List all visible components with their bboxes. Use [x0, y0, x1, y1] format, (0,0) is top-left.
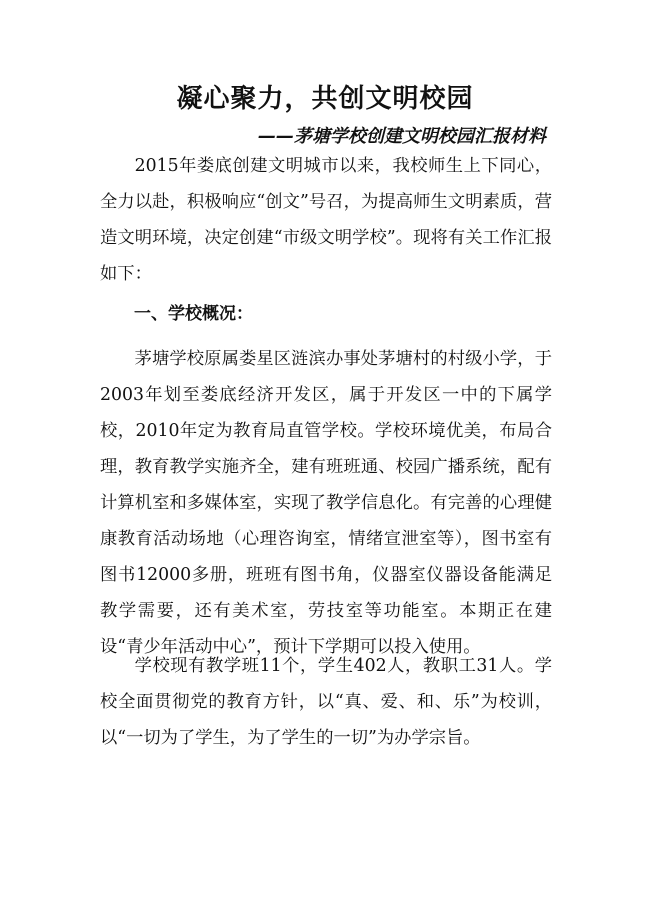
- school-overview-paragraph: 茅塘学校原属娄星区涟滨办事处茅塘村的村级小学，于2003年划至娄底经济开发区，属于开发区一中的下属学校，2010年定为教育局直管学校。学校环境优美，布局合理，教育教学实施齐全，建有班班通、校园广播系统，配有计算机室和多媒体室，实现了教学信息化。有完善的心理健康教育活动场地（心理咨询室，情绪宣泄室等），图书室有图书12000多册，班班有图书角，仪器室仪器设备能满足教学需要，还有美术室，劳技室等功能室。本期正在建设“青少年活动中心”，预计下学期可以投入使用。: [100, 349, 552, 657]
- school-stats-paragraph: 学校现有教学班11个，学生402人，教职工31人。学校全面贯彻党的教育方针，以“真、爱、和、乐”为校训，以“一切为了学生，为了学生的一切”为办学宗旨。: [100, 656, 552, 748]
- document-subtitle: ——茅塘学校创建文明校园汇报材料: [258, 126, 546, 147]
- document-title: 凝心聚力，共创文明校园: [176, 84, 474, 114]
- intro-paragraph: 2015年娄底创建文明城市以来，我校师生上下同心，全力以赴，积极响应“创文”号召，为提高师生文明素质，营造文明环境，决定创建“市级文明学校”。现将有关工作汇报如下：: [100, 156, 552, 284]
- section-heading-school-overview: 一、学校概况：: [134, 304, 253, 324]
